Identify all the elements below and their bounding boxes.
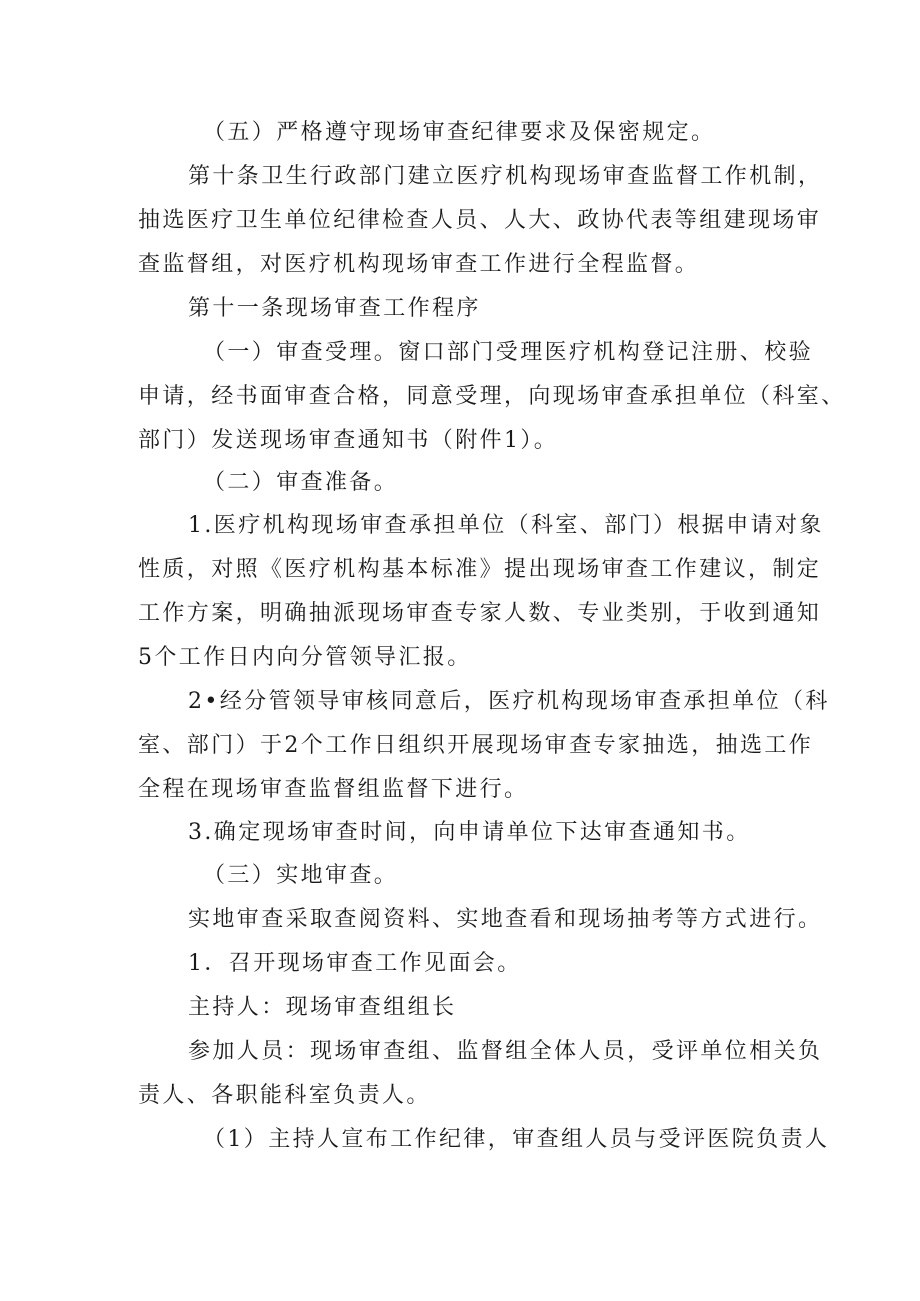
paragraph-line: 全程在现场审查监督组监督下进行。 [138, 777, 529, 802]
paragraph-line: 责人、各职能科室负责人。 [138, 1083, 431, 1108]
subsection-heading: （二）审查准备。 [203, 470, 399, 495]
paragraph-line: 5个工作日内向分管领导汇报。 [138, 645, 472, 670]
paragraph-line: 主持人：现场审查组组长 [188, 995, 457, 1020]
paragraph-line: 实地审查采取查阅资料、实地查看和现场抽考等方式进行。 [188, 907, 823, 932]
paragraph-line: 查监督组，对医疗机构现场审查工作进行全程监督。 [138, 252, 700, 277]
paragraph-line: 3.确定现场审查时间，向申请单位下达审查通知书。 [188, 820, 751, 845]
paragraph-line: 抽选医疗卫生单位纪律检查人员、人大、政协代表等组建现场审 [138, 208, 822, 233]
paragraph-line: 1．召开现场审查工作见面会。 [188, 951, 522, 976]
paragraph-line: （1）主持人宣布工作纪律，审查组人员与受评医院负责人 [203, 1127, 830, 1152]
paragraph-line: 参加人员：现场审查组、监督组全体人员，受评单位相关负 [188, 1039, 823, 1064]
subsection-heading: （三）实地审查。 [203, 863, 399, 888]
paragraph-line: 1.医疗机构现场审查承担单位（科室、部门）根据申请对象 [188, 513, 824, 538]
paragraph-line: 2•经分管领导审核同意后，医疗机构现场审查承担单位（科 [188, 689, 830, 714]
paragraph-line: 申请，经书面审查合格，同意受理，向现场审查承担单位（科室、 [138, 384, 846, 409]
paragraph-line: 部门）发送现场审查通知书（附件1）。 [138, 428, 559, 453]
paragraph-line: （一）审查受理。窗口部门受理医疗机构登记注册、校验 [203, 340, 814, 365]
paragraph-line: 第十条卫生行政部门建立医疗机构现场审查监督工作机制， [188, 164, 823, 189]
paragraph-line: 工作方案，明确抽派现场审查专家人数、专业类别，于收到通知 [138, 601, 822, 626]
paragraph-line: （五）严格遵守现场审查纪律要求及保密规定。 [203, 120, 716, 145]
section-heading: 第十一条现场审查工作程序 [188, 296, 481, 321]
paragraph-line: 室、部门）于2个工作日组织开展现场审查专家抽选，抽选工作 [138, 733, 814, 758]
paragraph-line: 性质，对照《医疗机构基本标准》提出现场审查工作建议，制定 [138, 557, 822, 582]
